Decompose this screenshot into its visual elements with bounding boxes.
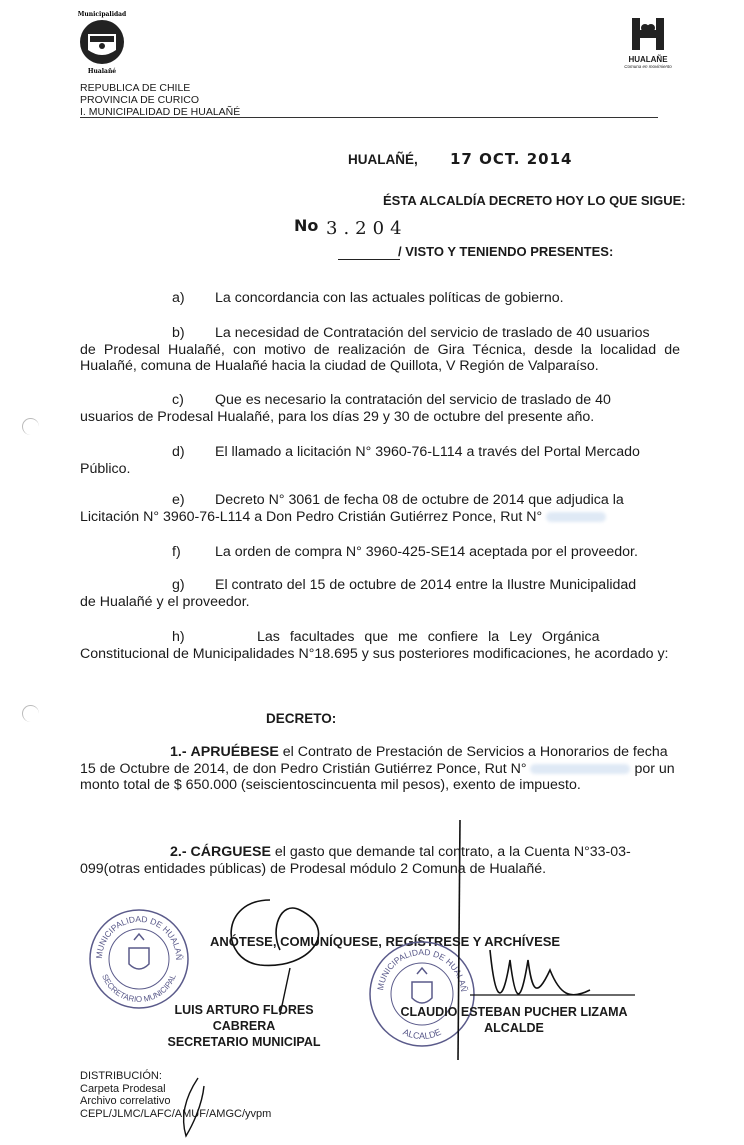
consideration-d bbox=[80, 444, 680, 477]
consideration-letter: f) bbox=[172, 544, 181, 560]
article-text-line2b: por un bbox=[634, 760, 675, 777]
visto-heading: / VISTO Y TENIENDO PRESENTES: bbox=[398, 244, 614, 259]
brand-tagline: Comuna en movimiento bbox=[624, 64, 672, 69]
punch-hole bbox=[22, 705, 39, 722]
decree-number-underline bbox=[338, 259, 400, 260]
article-number: 1.- bbox=[170, 744, 187, 760]
consideration-text-first: El contrato del 15 de octubre de 2014 entre la Ilustre Municipalidad bbox=[215, 577, 637, 593]
article-verb: APRUÉBESE bbox=[190, 744, 279, 760]
distribution-line: CEPL/JLMC/LAFC/AMUF/AMGC/yvpm bbox=[80, 1107, 272, 1120]
secretary-title: SECRETARIO MUNICIPAL bbox=[167, 1035, 321, 1049]
place: HUALAÑÉ, bbox=[348, 152, 418, 167]
mayor-name: CLAUDIO ESTEBAN PUCHER LIZAMA bbox=[400, 1005, 628, 1019]
consideration-text-first: Las facultades que me confiere la Ley Orgánica bbox=[257, 629, 600, 645]
distribution-line: Archivo correlativo bbox=[80, 1095, 171, 1107]
date-stamp: 17 OCT. 2014 bbox=[450, 150, 573, 168]
redacted-rut bbox=[530, 764, 630, 774]
intro-heading: ÉSTA ALCALDÍA DECRETO HOY LO QUE SIGUE: bbox=[383, 193, 686, 208]
header-line-country: REPUBLICA DE CHILE bbox=[80, 82, 191, 94]
consideration-g bbox=[80, 577, 680, 610]
svg-text:I. MUNICIPALIDAD DE HUALAÑE bbox=[88, 908, 184, 960]
distribution-line: Carpeta Prodesal bbox=[80, 1082, 166, 1095]
hualane-brand-logo bbox=[618, 18, 678, 70]
initials-signature bbox=[176, 1076, 216, 1140]
consideration-text-first: Que es necesario la contratación del servicio de traslado de 40 bbox=[215, 392, 611, 408]
consideration-text: La concordancia con las actuales políticas de gobierno. bbox=[215, 290, 564, 306]
consideration-letter: c) bbox=[172, 392, 184, 408]
mayor-signature-block bbox=[396, 1004, 632, 1036]
consideration-e bbox=[80, 492, 680, 525]
consideration-text-rest: de Hualañé y el proveedor. bbox=[80, 593, 250, 610]
secretary-signature-block bbox=[144, 1002, 344, 1050]
article-verb: CÁRGUESE bbox=[190, 844, 271, 860]
consideration-letter: d) bbox=[172, 444, 185, 460]
article-text-rest: 099(otras entidades públicas) de Prodesal módulo 2 Comuna de Hualañé. bbox=[80, 860, 547, 877]
municipal-crest-logo bbox=[74, 8, 130, 76]
consideration-text-rest: de Prodesal Hualañé, con motivo de realización de Gira Técnica, desde la localidad de Hualañé, comuna de Hualañé hacia la ciudad de Quillota, V Región de Valparaíso. bbox=[80, 341, 680, 374]
consideration-letter: a) bbox=[172, 290, 185, 306]
article-text-line2a: 15 de Octubre de 2014, de don Pedro Cristián Gutiérrez Ponce, Rut N° bbox=[80, 760, 527, 777]
decree-number: 3.204 bbox=[326, 218, 408, 239]
consideration-text-first: El llamado a licitación N° 3960-76-L114 a través del Portal Mercado bbox=[215, 444, 640, 460]
brand-name: HUALAÑE bbox=[628, 55, 668, 64]
decreto-heading: DECRETO: bbox=[266, 711, 337, 726]
article-text-first: el Contrato de Prestación de Servicios a Honorarios de fecha bbox=[282, 744, 668, 760]
secretary-stamp bbox=[88, 908, 190, 1010]
consideration-text-rest: Público. bbox=[80, 460, 131, 477]
header-line-municipality: I. MUNICIPALIDAD DE HUALAÑÉ bbox=[80, 106, 241, 118]
svg-text:Municipalidad: Municipalidad bbox=[77, 11, 127, 18]
stamp-top-text: MUNICIPALIDAD DE HUALAÑ bbox=[375, 946, 470, 993]
closing-line: ANÓTESE, COMUNÍQUESE, REGÍSTRESE Y ARCHÍVESE bbox=[210, 934, 561, 949]
punch-hole bbox=[22, 418, 39, 435]
consideration-letter: h) bbox=[172, 629, 185, 645]
distribution-title: DISTRIBUCIÓN: bbox=[80, 1070, 162, 1082]
consideration-c bbox=[80, 392, 680, 425]
consideration-letter: e) bbox=[172, 492, 185, 508]
header-block bbox=[80, 82, 240, 118]
mayor-title: ALCALDE bbox=[484, 1021, 544, 1035]
consideration-b bbox=[80, 325, 680, 375]
consideration-text-rest: Constitucional de Municipalidades N°18.695 y sus posteriores modificaciones, he acordado y: bbox=[80, 645, 669, 662]
header-line-province: PROVINCIA DE CURICO bbox=[80, 94, 200, 106]
redacted-rut bbox=[546, 512, 606, 522]
consideration-text-rest: usuarios de Prodesal Hualañé, para los días 29 y 30 de octubre del presente año. bbox=[80, 408, 595, 425]
secretary-handwritten-signature bbox=[200, 880, 390, 1020]
stamp-bottom-text: ALCALDE bbox=[401, 1026, 443, 1041]
consideration-text-first: La necesidad de Contratación del servicio de traslado de 40 usuarios bbox=[215, 325, 650, 341]
consideration-letter: b) bbox=[172, 325, 185, 341]
consideration-text-first: Decreto N° 3061 de fecha 08 de octubre de 2014 que adjudica la bbox=[215, 492, 624, 508]
article-text-first: el gasto que demande tal contrato, a la Cuenta N°33-03- bbox=[274, 844, 631, 860]
svg-text:Hualañé: Hualañé bbox=[87, 68, 117, 75]
consideration-text-rest: Licitación N° 3960-76-L114 a Don Pedro Cristián Gutiérrez Ponce, Rut N° bbox=[80, 508, 543, 525]
stamp-bottom-text: SECRETARIO MUNICIPAL bbox=[100, 972, 178, 1005]
consideration-letter: g) bbox=[172, 577, 185, 593]
secretary-name: LUIS ARTURO FLORES CABRERA bbox=[174, 1003, 314, 1033]
consideration-h bbox=[80, 629, 680, 662]
consideration-text: La orden de compra N° 3960-425-SE14 aceptada por el proveedor. bbox=[215, 544, 638, 560]
decree-number-prefix: No bbox=[294, 216, 319, 235]
stamp-top-text: MUNICIPALIDAD DE HUALAÑ bbox=[93, 913, 185, 961]
article-number: 2.- bbox=[170, 844, 187, 860]
header-rule bbox=[80, 117, 658, 118]
article-text-rest: monto total de $ 650.000 (seiscientoscincuenta mil pesos), exento de impuesto. bbox=[80, 777, 581, 793]
article-1 bbox=[80, 744, 684, 794]
